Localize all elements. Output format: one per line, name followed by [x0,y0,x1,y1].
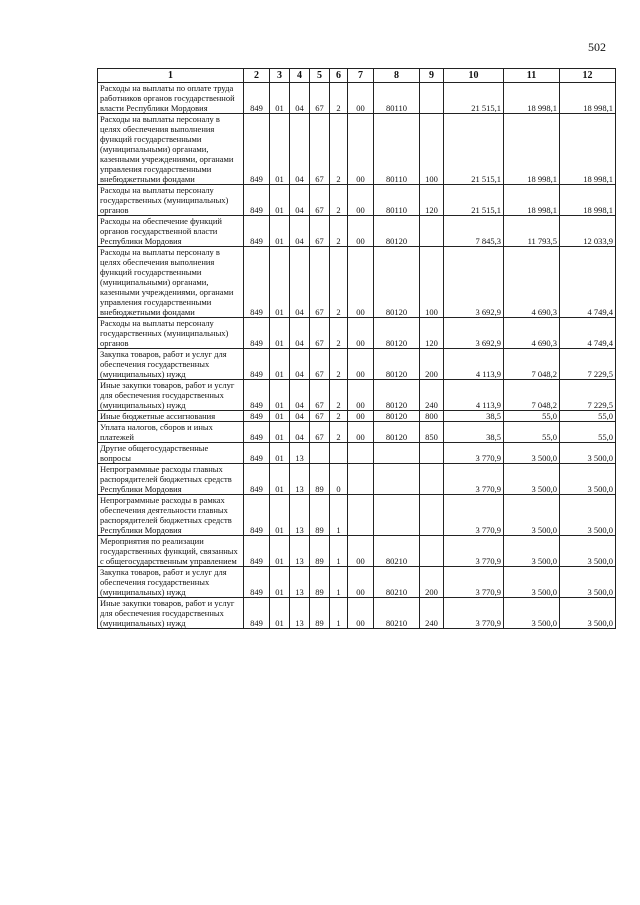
amount-2020: 3 500,0 [504,443,560,464]
code-program: 89 [310,598,330,629]
code-subprogram: 1 [330,598,348,629]
amount-2019: 21 515,1 [444,185,504,216]
code-program: 89 [310,567,330,598]
col-header: 9 [420,69,444,83]
expense-name: Иные закупки товаров, работ и услуг для обеспечения государственных (муниципальных) нужд [98,380,244,411]
code-expense-type: 120 [420,318,444,349]
code-target [374,495,420,536]
code-direction: 00 [348,216,374,247]
expense-name: Иные закупки товаров, работ и услуг для обеспечения государственных (муниципальных) нужд [98,598,244,629]
col-header: 4 [290,69,310,83]
code-direction: 00 [348,380,374,411]
code-grbs: 849 [244,567,270,598]
table-row [98,495,616,536]
table-row [98,380,616,411]
amount-2019: 21 515,1 [444,114,504,185]
amount-2021: 55,0 [560,411,616,422]
amount-2020: 18 998,1 [504,185,560,216]
code-section: 01 [270,349,290,380]
col-header: 2 [244,69,270,83]
amount-2020: 4 690,3 [504,318,560,349]
amount-2021: 55,0 [560,422,616,443]
table-row [98,567,616,598]
expense-name: Другие общегосударственные вопросы [98,443,244,464]
amount-2019: 3 692,9 [444,247,504,318]
code-expense-type: 800 [420,411,444,422]
code-expense-type: 120 [420,185,444,216]
code-subprogram: 0 [330,464,348,495]
code-direction: 00 [348,318,374,349]
code-direction: 00 [348,598,374,629]
code-grbs: 849 [244,318,270,349]
code-expense-type [420,83,444,114]
table-row [98,464,616,495]
amount-2020: 7 048,2 [504,349,560,380]
expense-name: Расходы на выплаты персоналу в целях обеспечения выполнения функций государственными (муниципальными) органами, казенными учреждениями, органами управления государственными внебюджетными фондами [98,114,244,185]
code-subprogram: 2 [330,247,348,318]
expense-name: Закупка товаров, работ и услуг для обеспечения государственных (муниципальных) нужд [98,349,244,380]
code-section: 01 [270,464,290,495]
code-subprogram: 1 [330,536,348,567]
code-section: 01 [270,185,290,216]
expense-name: Расходы на выплаты персоналу государственных (муниципальных) органов [98,318,244,349]
code-subsection: 04 [290,185,310,216]
amount-2021: 7 229,5 [560,380,616,411]
code-subsection: 13 [290,443,310,464]
amount-2021: 3 500,0 [560,443,616,464]
amount-2020: 55,0 [504,411,560,422]
code-subprogram: 2 [330,411,348,422]
amount-2019: 4 113,9 [444,349,504,380]
code-expense-type: 240 [420,380,444,411]
code-section: 01 [270,114,290,185]
amount-2019: 3 692,9 [444,318,504,349]
table-body [98,83,616,629]
amount-2019: 3 770,9 [444,495,504,536]
code-grbs: 849 [244,83,270,114]
code-section: 01 [270,495,290,536]
expense-name: Расходы на обеспечение функций органов государственной власти Республики Мордовия [98,216,244,247]
code-expense-type [420,443,444,464]
code-grbs: 849 [244,411,270,422]
code-subsection: 13 [290,598,310,629]
col-header: 10 [444,69,504,83]
code-section: 01 [270,598,290,629]
code-subsection: 13 [290,464,310,495]
amount-2021: 3 500,0 [560,536,616,567]
code-target: 80210 [374,567,420,598]
amount-2021: 3 500,0 [560,598,616,629]
table-row [98,247,616,318]
code-subsection: 04 [290,422,310,443]
code-grbs: 849 [244,422,270,443]
expense-name: Расходы на выплаты по оплате труда работников органов государственной власти Республики Мордовия [98,83,244,114]
table-row [98,185,616,216]
code-target: 80120 [374,216,420,247]
table-row [98,83,616,114]
amount-2021: 4 749,4 [560,318,616,349]
amount-2020: 7 048,2 [504,380,560,411]
code-section: 01 [270,567,290,598]
code-subprogram: 2 [330,114,348,185]
amount-2021: 7 229,5 [560,349,616,380]
amount-2019: 3 770,9 [444,443,504,464]
expense-name: Иные бюджетные ассигнования [98,411,244,422]
code-program: 67 [310,380,330,411]
code-direction [348,464,374,495]
table-row [98,422,616,443]
code-direction: 00 [348,185,374,216]
code-subprogram: 2 [330,216,348,247]
amount-2020: 18 998,1 [504,114,560,185]
table-row [98,216,616,247]
amount-2019: 3 770,9 [444,464,504,495]
code-expense-type: 100 [420,247,444,318]
col-header: 1 [98,69,244,83]
amount-2019: 38,5 [444,422,504,443]
amount-2021: 4 749,4 [560,247,616,318]
code-subprogram: 1 [330,567,348,598]
code-expense-type [420,216,444,247]
expense-name: Закупка товаров, работ и услуг для обеспечения государственных (муниципальных) нужд [98,567,244,598]
amount-2019: 3 770,9 [444,536,504,567]
code-program: 67 [310,83,330,114]
code-subprogram: 1 [330,495,348,536]
code-expense-type [420,464,444,495]
code-direction: 00 [348,567,374,598]
code-direction: 00 [348,349,374,380]
code-grbs: 849 [244,247,270,318]
code-target: 80120 [374,380,420,411]
col-header: 6 [330,69,348,83]
expense-name: Непрограммные расходы в рамках обеспечения деятельности главных распорядителей бюджетных средств Республики Мордовия [98,495,244,536]
code-subsection: 13 [290,567,310,598]
code-grbs: 849 [244,464,270,495]
code-expense-type [420,536,444,567]
code-direction: 00 [348,422,374,443]
expense-name: Мероприятия по реализации государственных функций, связанных с общегосударственным управлением [98,536,244,567]
code-grbs: 849 [244,349,270,380]
code-program: 67 [310,349,330,380]
code-program: 67 [310,247,330,318]
amount-2020: 3 500,0 [504,464,560,495]
code-target: 80120 [374,422,420,443]
header-row [98,69,616,83]
code-target [374,464,420,495]
amount-2020: 4 690,3 [504,247,560,318]
amount-2021: 18 998,1 [560,83,616,114]
code-grbs: 849 [244,536,270,567]
table-row [98,114,616,185]
amount-2019: 4 113,9 [444,380,504,411]
code-target: 80210 [374,536,420,567]
table-row [98,536,616,567]
amount-2020: 3 500,0 [504,598,560,629]
budget-table [97,68,616,629]
expense-name: Уплата налогов, сборов и иных платежей [98,422,244,443]
code-section: 01 [270,380,290,411]
code-section: 01 [270,422,290,443]
amount-2021: 12 033,9 [560,216,616,247]
amount-2021: 3 500,0 [560,464,616,495]
code-section: 01 [270,318,290,349]
code-subprogram: 2 [330,318,348,349]
code-target: 80110 [374,83,420,114]
expense-name: Непрограммные расходы главных распорядителей бюджетных средств Республики Мордовия [98,464,244,495]
code-program: 67 [310,185,330,216]
code-target: 80110 [374,185,420,216]
code-subprogram: 2 [330,422,348,443]
code-direction [348,495,374,536]
amount-2019: 21 515,1 [444,83,504,114]
amount-2019: 7 845,3 [444,216,504,247]
amount-2021: 18 998,1 [560,185,616,216]
code-direction: 00 [348,536,374,567]
code-subsection: 04 [290,318,310,349]
col-header: 12 [560,69,616,83]
col-header: 11 [504,69,560,83]
code-program: 67 [310,422,330,443]
code-grbs: 849 [244,380,270,411]
code-section: 01 [270,216,290,247]
code-subprogram: 2 [330,380,348,411]
code-program: 67 [310,411,330,422]
code-target: 80120 [374,247,420,318]
code-expense-type [420,495,444,536]
table-row [98,598,616,629]
code-subsection: 04 [290,380,310,411]
amount-2020: 3 500,0 [504,495,560,536]
table-row [98,318,616,349]
code-program: 67 [310,216,330,247]
expense-name: Расходы на выплаты персоналу государственных (муниципальных) органов [98,185,244,216]
code-expense-type: 850 [420,422,444,443]
code-target: 80110 [374,114,420,185]
code-grbs: 849 [244,495,270,536]
col-header: 5 [310,69,330,83]
code-grbs: 849 [244,114,270,185]
amount-2021: 18 998,1 [560,114,616,185]
page-number: 502 [588,40,606,54]
code-subsection: 04 [290,83,310,114]
col-header: 8 [374,69,420,83]
code-subsection: 13 [290,495,310,536]
code-direction: 00 [348,411,374,422]
code-subprogram: 2 [330,83,348,114]
code-subprogram: 2 [330,349,348,380]
code-subsection: 04 [290,349,310,380]
amount-2020: 3 500,0 [504,536,560,567]
expense-name: Расходы на выплаты персоналу в целях обеспечения выполнения функций государственными (муниципальными) органами, казенными учреждениями, органами управления государственными внебюджетными фондами [98,247,244,318]
code-section: 01 [270,536,290,567]
table-row [98,443,616,464]
code-section: 01 [270,83,290,114]
amount-2020: 11 793,5 [504,216,560,247]
code-target [374,443,420,464]
code-grbs: 849 [244,216,270,247]
code-subsection: 04 [290,411,310,422]
code-program [310,443,330,464]
code-section: 01 [270,247,290,318]
amount-2021: 3 500,0 [560,567,616,598]
code-program: 89 [310,495,330,536]
amount-2019: 3 770,9 [444,567,504,598]
code-direction [348,443,374,464]
code-subsection: 04 [290,114,310,185]
amount-2020: 55,0 [504,422,560,443]
code-grbs: 849 [244,185,270,216]
code-direction: 00 [348,83,374,114]
amount-2019: 3 770,9 [444,598,504,629]
code-expense-type: 200 [420,349,444,380]
code-grbs: 849 [244,443,270,464]
code-section: 01 [270,443,290,464]
code-expense-type: 200 [420,567,444,598]
code-expense-type: 100 [420,114,444,185]
code-target: 80120 [374,411,420,422]
code-target: 80120 [374,349,420,380]
code-program: 89 [310,536,330,567]
code-subsection: 04 [290,247,310,318]
table-row [98,349,616,380]
code-direction: 00 [348,247,374,318]
amount-2020: 3 500,0 [504,567,560,598]
code-target: 80210 [374,598,420,629]
col-header: 3 [270,69,290,83]
code-target: 80120 [374,318,420,349]
code-section: 01 [270,411,290,422]
code-subsection: 13 [290,536,310,567]
code-program: 67 [310,114,330,185]
code-program: 67 [310,318,330,349]
amount-2021: 3 500,0 [560,495,616,536]
amount-2020: 18 998,1 [504,83,560,114]
amount-2019: 38,5 [444,411,504,422]
col-header: 7 [348,69,374,83]
code-direction: 00 [348,114,374,185]
code-expense-type: 240 [420,598,444,629]
code-subprogram [330,443,348,464]
code-subsection: 04 [290,216,310,247]
code-grbs: 849 [244,598,270,629]
code-subprogram: 2 [330,185,348,216]
table-row [98,411,616,422]
code-program: 89 [310,464,330,495]
